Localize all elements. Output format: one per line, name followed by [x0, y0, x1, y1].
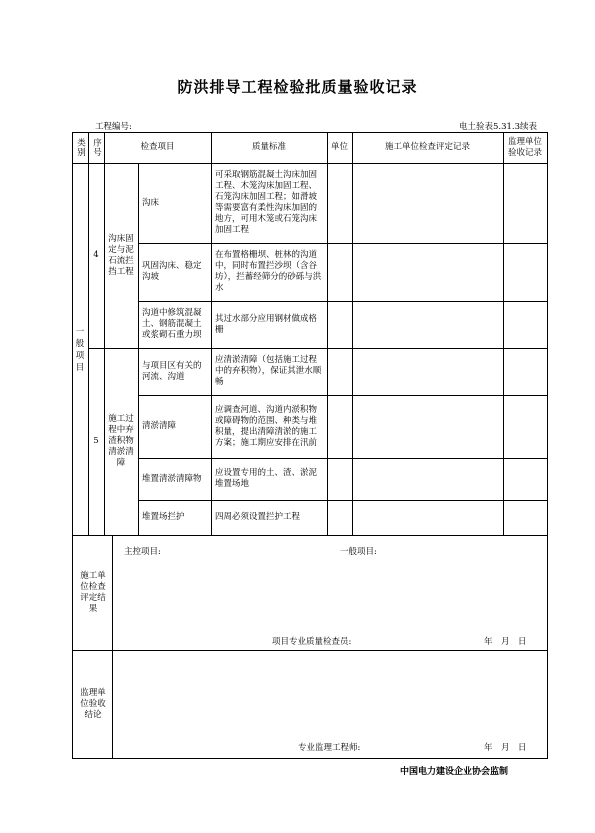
standard-row: 可采取钢筋混凝土沟床加固工程、木笼沟床加固工程、石笼沟床加固工程；如滑坡等需要富有柔性沟床加固的地方，可用木笼或石笼沟床加固工程	[215, 170, 318, 235]
header-standard: 质量标准	[251, 142, 286, 152]
page-title: 防洪排导工程检验批质量验收记录	[177, 78, 418, 96]
standard-row: 应清淤清障（包括施工过程中的弃积物），保证其泄水顺畅	[215, 355, 322, 387]
category-general-text: 一般项目	[75, 327, 85, 373]
header-seq: 序号	[91, 138, 102, 157]
standard-row: 应设置专用的土、渣、淤泥堆置场地	[215, 468, 318, 489]
footer-issuer: 中国电力建设企业协会监制	[400, 767, 509, 777]
header-item: 检查项目	[140, 142, 175, 152]
form-code: 电土验表5.31.3续表	[458, 122, 537, 132]
header-construction-record: 施工单位检查评定记录	[384, 142, 470, 152]
standard-row: 四周必须设置拦护工程	[215, 512, 301, 522]
group-seq-5: 5	[93, 436, 99, 446]
item-row: 巩固沟床、稳定沟坡	[142, 261, 202, 282]
standard-row: 应调查河道、沟道内淤积物或障碍物的范围、种类与堆积量，提出清障清淤的施工方案；施工期应安排在汛前	[215, 404, 318, 448]
group-name-5: 施工过程中弃渣积物清淤清障	[108, 414, 134, 468]
item-row: 沟床	[142, 197, 160, 208]
main-items-label: 主控项目:	[124, 547, 161, 557]
group-name-4: 沟床固定与泥石流拦挡工程	[108, 233, 134, 277]
group-seq-4: 4	[93, 250, 99, 260]
item-row: 堆置清淤清障物	[142, 473, 202, 484]
general-items-label: 一般项目:	[340, 547, 377, 557]
header-supervision-record: 监理单位验收记录	[507, 136, 542, 158]
construction-date: 年 月 日	[484, 637, 527, 647]
project-no-label: 工程编号:	[95, 122, 132, 132]
standard-row: 其过水部分应用钢材做成格栅	[215, 313, 318, 335]
item-row: 沟道中修筑混凝土、钢筋混凝土或浆砌石重力坝	[142, 308, 202, 340]
supervision-conclusion-label: 监理单位验收结论	[80, 688, 106, 720]
engineer-label: 专业监理工程师:	[298, 743, 361, 753]
header-unit: 单位	[330, 142, 348, 152]
header-category: 类别	[75, 138, 86, 157]
item-row: 与项目区有关的河流、沟道	[142, 360, 202, 382]
category-general	[72, 320, 88, 380]
construction-conclusion-label: 施工单位检查评定结果	[80, 570, 106, 614]
item-row: 清淤清障	[142, 421, 177, 431]
standard-row: 在布置格栅坝、桩林的沟道中，同时布置拦沙坝（含谷坊），拦蓄经筛分的砂砾与洪水	[215, 250, 322, 293]
item-row: 堆置场拦护	[142, 512, 185, 522]
supervision-date: 年 月 日	[484, 743, 527, 753]
inspector-label: 项目专业质量检查员:	[272, 637, 352, 647]
